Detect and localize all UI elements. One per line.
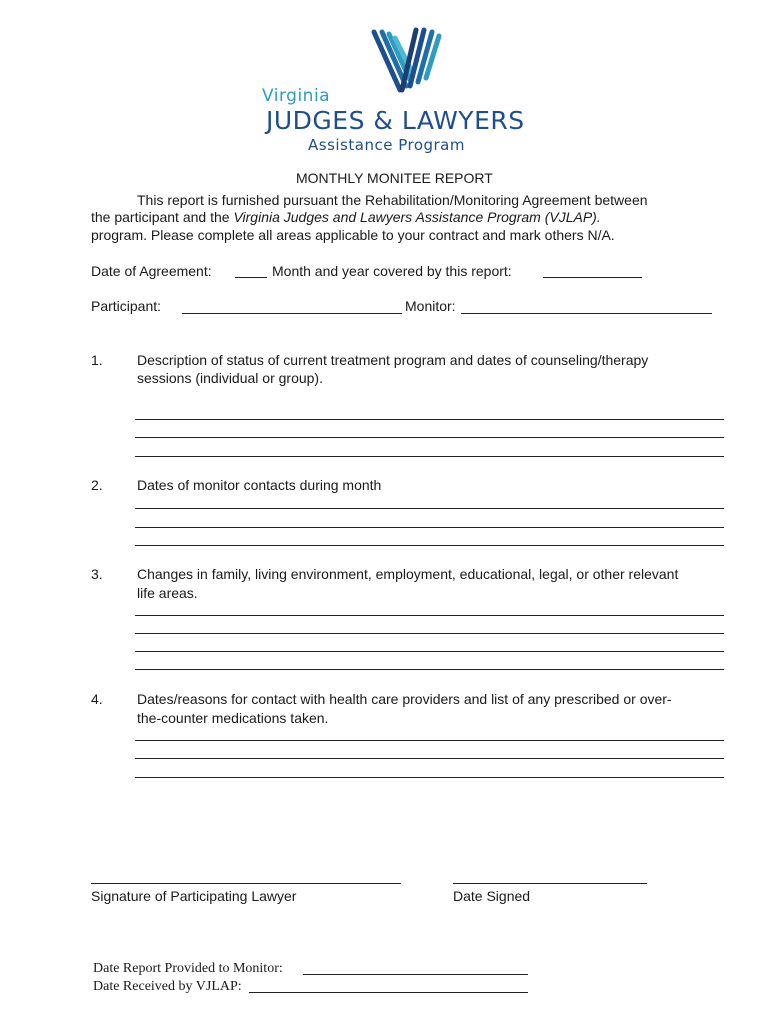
- question-text: Dates of monitor contacts during month: [137, 477, 382, 493]
- question-number: 4.: [91, 691, 103, 707]
- monitor-field[interactable]: [461, 313, 712, 314]
- answer-line[interactable]: [135, 508, 724, 509]
- date-of-agreement-label: Date of Agreement:: [91, 263, 212, 279]
- answer-line[interactable]: [135, 545, 724, 546]
- intro-program-name: Virginia Judges and Lawyers Assistance Program (VJLAP).: [233, 209, 601, 225]
- answer-line[interactable]: [135, 527, 724, 528]
- month-year-field[interactable]: [543, 277, 642, 278]
- logo-judges-lawyers-text: JUDGES & LAWYERS: [266, 106, 525, 135]
- answer-line[interactable]: [135, 437, 724, 438]
- logo-assistance-program-text: Assistance Program: [308, 136, 465, 154]
- date-signed-label: Date Signed: [453, 888, 531, 904]
- month-year-label: Month and year covered by this report:: [272, 263, 512, 279]
- intro-line-3: program. Please complete all areas applicable to your contract and mark others N/A.: [91, 227, 615, 243]
- answer-line[interactable]: [135, 669, 724, 670]
- answer-line[interactable]: [135, 456, 724, 457]
- answer-line[interactable]: [135, 615, 724, 616]
- participant-field[interactable]: [182, 313, 402, 314]
- answer-line[interactable]: [135, 651, 724, 652]
- date-provided-label: Date Report Provided to Monitor:: [93, 961, 283, 976]
- question-text: Changes in family, living environment, employment, educational, legal, or other relevant: [137, 566, 679, 582]
- answer-line[interactable]: [135, 777, 724, 778]
- question-number: 1.: [91, 352, 103, 368]
- answer-line[interactable]: [135, 633, 724, 634]
- answer-line[interactable]: [135, 419, 724, 420]
- question-text: Description of status of current treatment program and dates of counseling/therapy: [137, 352, 649, 368]
- logo-virginia-text: Virginia: [262, 86, 331, 106]
- lawyer-signature-field[interactable]: [91, 883, 401, 884]
- question-number: 2.: [91, 477, 103, 493]
- intro-line-2-text: the participant and the: [91, 209, 234, 225]
- answer-line[interactable]: [135, 758, 724, 759]
- monitor-label: Monitor:: [405, 298, 456, 314]
- date-signed-field[interactable]: [453, 883, 647, 884]
- date-received-field[interactable]: [249, 992, 528, 993]
- question-text: the-counter medications taken.: [137, 710, 329, 726]
- date-provided-field[interactable]: [303, 974, 528, 975]
- lawyer-signature-label: Signature of Participating Lawyer: [91, 888, 297, 904]
- form-title: MONTHLY MONITEE REPORT: [296, 170, 493, 186]
- question-number: 3.: [91, 566, 103, 582]
- question-text: sessions (individual or group).: [137, 370, 323, 386]
- answer-line[interactable]: [135, 740, 724, 741]
- logo: [260, 26, 550, 156]
- date-received-label: Date Received by VJLAP:: [93, 979, 242, 994]
- intro-line-1: This report is furnished pursuant the Rehabilitation/Monitoring Agreement between: [137, 192, 648, 208]
- logo-chevron-mark-icon: [358, 26, 448, 96]
- question-text: Dates/reasons for contact with health care providers and list of any prescribed or over-: [137, 691, 672, 707]
- participant-label: Participant:: [91, 298, 162, 314]
- intro-line-2: [91, 208, 601, 226]
- question-text: life areas.: [137, 585, 198, 601]
- date-of-agreement-field[interactable]: [235, 277, 267, 278]
